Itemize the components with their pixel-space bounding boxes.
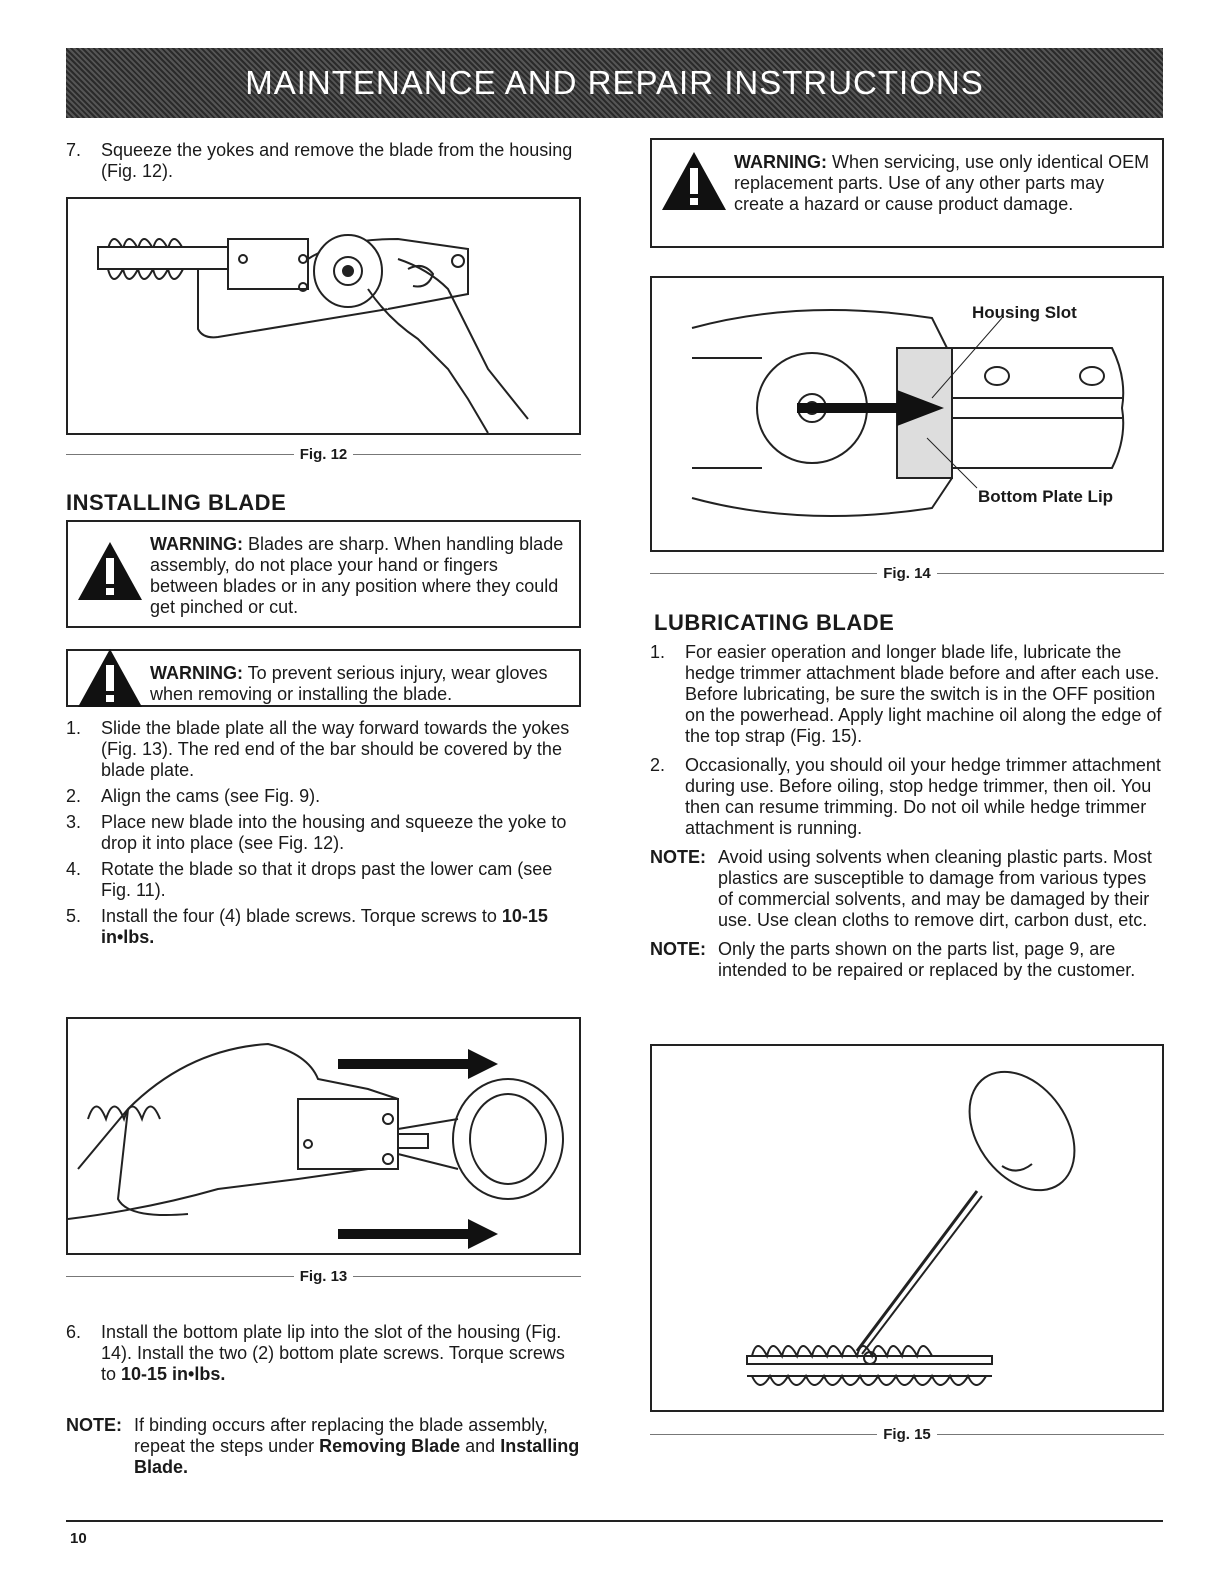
- note-binding: NOTE: If binding occurs after replacing the blade assembly, repeat the steps under Removing Blade and Installing Blade.: [66, 1415, 580, 1477]
- warning-triangle-icon: [76, 647, 144, 709]
- blade-install-illustration: [68, 1019, 579, 1253]
- list-item: 1. Slide the blade plate all the way forward towards the yokes (Fig. 13). The red end of the bar should be covered by the blade plate.: [66, 718, 570, 780]
- list-item: 4. Rotate the blade so that it drops past the lower cam (see Fig. 11).: [66, 859, 553, 900]
- warning-triangle-icon: [660, 150, 728, 212]
- step-7: 7. Squeeze the yokes and remove the blade from the housing (Fig. 12).: [66, 140, 573, 181]
- note-parts-list: NOTE: Only the parts shown on the parts list, page 9, are intended to be repaired or replaced by the customer.: [650, 939, 1136, 980]
- step-6: 6. Install the bottom plate lip into the slot of the housing (Fig. 14). Install the two (2) bottom plate screws. Torque screws to 10-15 in•lbs.: [66, 1322, 565, 1384]
- warning-box-sharp-blades: WARNING: Blades are sharp. When handling blade assembly, do not place your hand or fingers between blades or in any position where they could get pinched or cut.: [66, 520, 581, 628]
- housing-slot-illustration: [652, 278, 1162, 550]
- figure-14: [650, 276, 1164, 552]
- note-solvents: NOTE: Avoid using solvents when cleaning plastic parts. Most plastics are susceptible to damage from various types of commercial solvents, and may be damaged by their use. Use clean cloths to remove dirt, carbon dust, etc.: [650, 847, 1152, 930]
- page-number: 10: [70, 1530, 87, 1547]
- list-item: 3. Place new blade into the housing and squeeze the yoke to drop it into place (see Fig. 12).: [66, 812, 567, 853]
- figure-15: [650, 1044, 1164, 1412]
- footer-divider: [66, 1520, 1163, 1522]
- section-banner: [66, 48, 1163, 118]
- fig-15-caption: Fig. 15: [650, 1426, 1164, 1443]
- warning-box-gloves: WARNING: To prevent serious injury, wear gloves when removing or installing the blade.: [66, 649, 581, 707]
- fig-14-caption: Fig. 14: [650, 565, 1164, 582]
- warning-box-oem-parts: WARNING: When servicing, use only identical OEM replacement parts. Use of any other parts may create a hazard or cause product damage.: [650, 138, 1164, 248]
- list-item: 2. Align the cams (see Fig. 9).: [66, 786, 321, 806]
- installing-steps: [66, 718, 581, 948]
- list-item: 5. Install the four (4) blade screws. Torque screws to 10-15 in•lbs.: [66, 906, 548, 947]
- bottom-plate-lip-label: Bottom Plate Lip: [978, 487, 1114, 506]
- figure-13: [66, 1017, 581, 1255]
- fig-13-caption: Fig. 13: [66, 1268, 581, 1285]
- installing-blade-heading: INSTALLING BLADE: [66, 490, 287, 515]
- warning-triangle-icon: [76, 540, 144, 602]
- lubricating-blade-heading: LUBRICATING BLADE: [654, 610, 895, 635]
- list-item: 1. For easier operation and longer blade life, lubricate the hedge trimmer attachment blade before and after each use. Before lubricating, be sure the switch is in the OFF position on the powerhead. Apply light machine oil along the edge of the top strap (Fig. 15).: [650, 642, 1162, 746]
- blade-removal-illustration: [68, 199, 579, 433]
- housing-slot-label: Housing Slot: [972, 303, 1077, 322]
- lubricating-steps: [650, 642, 1164, 981]
- oiling-blade-illustration: [652, 1046, 1162, 1410]
- figure-12: [66, 197, 581, 435]
- list-item: 2. Occasionally, you should oil your hedge trimmer attachment during use. Before oiling, stop hedge trimmer, then oil. You then can resume trimming. Do not oil while hedge trimmer attachment is running.: [650, 755, 1161, 838]
- fig-12-caption: Fig. 12: [66, 446, 581, 463]
- page-title: MAINTENANCE AND REPAIR INSTRUCTIONS: [245, 64, 984, 101]
